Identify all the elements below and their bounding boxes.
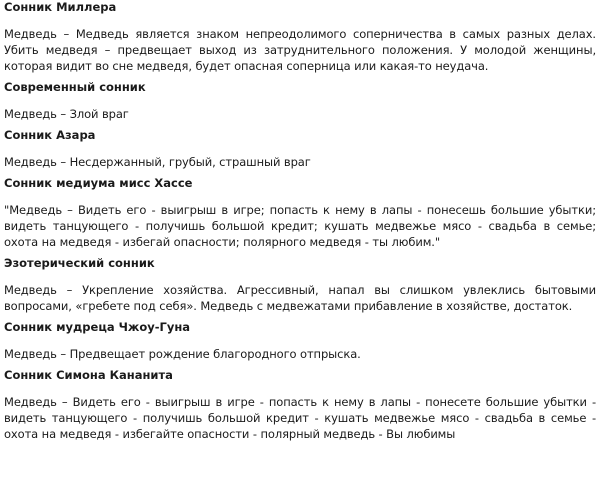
section-title: Сонник Миллера xyxy=(4,0,117,14)
section-body: Медведь – Предвещает рождение благородного отпрыска. xyxy=(4,347,361,361)
section-title: Современный сонник xyxy=(4,80,146,94)
section-body: Медведь – Видеть его - выигрыш в игре - попасть к нему в лапы - понесете большие убытки - видеть танцующего - получишь большой кредит - кушать медвежье мясо - свадьба в семье - охота на медведя - избегайте опасности - полярный медведь - Вы любимы xyxy=(4,395,596,441)
section-esoteric xyxy=(4,256,596,314)
section-hasse xyxy=(4,176,596,250)
section-miller xyxy=(4,0,596,74)
section-modern xyxy=(4,80,596,122)
section-body: "Медведь – Видеть его - выигрыш в игре; попасть к нему в лапы - понесешь большие убытки; видеть танцующего - получишь большой кредит; кушать медвежье мясо - свадьба в семье; охота на медведя - избегай опасности; полярного медведя - ты любим." xyxy=(4,203,596,249)
section-title: Сонник Симона Кананита xyxy=(4,368,173,382)
section-azar xyxy=(4,128,596,170)
section-title: Эзотерический сонник xyxy=(4,256,155,270)
section-body: Медведь – Медведь является знаком непреодолимого соперничества в самых разных делах. Убить медведя – предвещает выход из затруднительного положения. У молодой женщины, которая видит во сне медведя, будет опасная соперница или какая-то неудача. xyxy=(4,27,596,73)
section-zhou-gong xyxy=(4,320,596,362)
section-body: Медведь – Несдержанный, грубый, страшный враг xyxy=(4,155,311,169)
section-body: Медведь – Укрепление хозяйства. Агрессивный, напал вы слишком увлеклись бытовыми вопросами, «гребете под себя». Медведь с медвежатами прибавление в хозяйстве, достаток. xyxy=(4,283,596,313)
section-simon-kananit xyxy=(4,368,596,442)
section-title: Сонник Азара xyxy=(4,128,96,142)
section-title: Сонник мудреца Чжоу-Гуна xyxy=(4,320,191,334)
section-body: Медведь – Злой враг xyxy=(4,107,129,121)
section-title: Сонник медиума мисс Хассе xyxy=(4,176,193,190)
